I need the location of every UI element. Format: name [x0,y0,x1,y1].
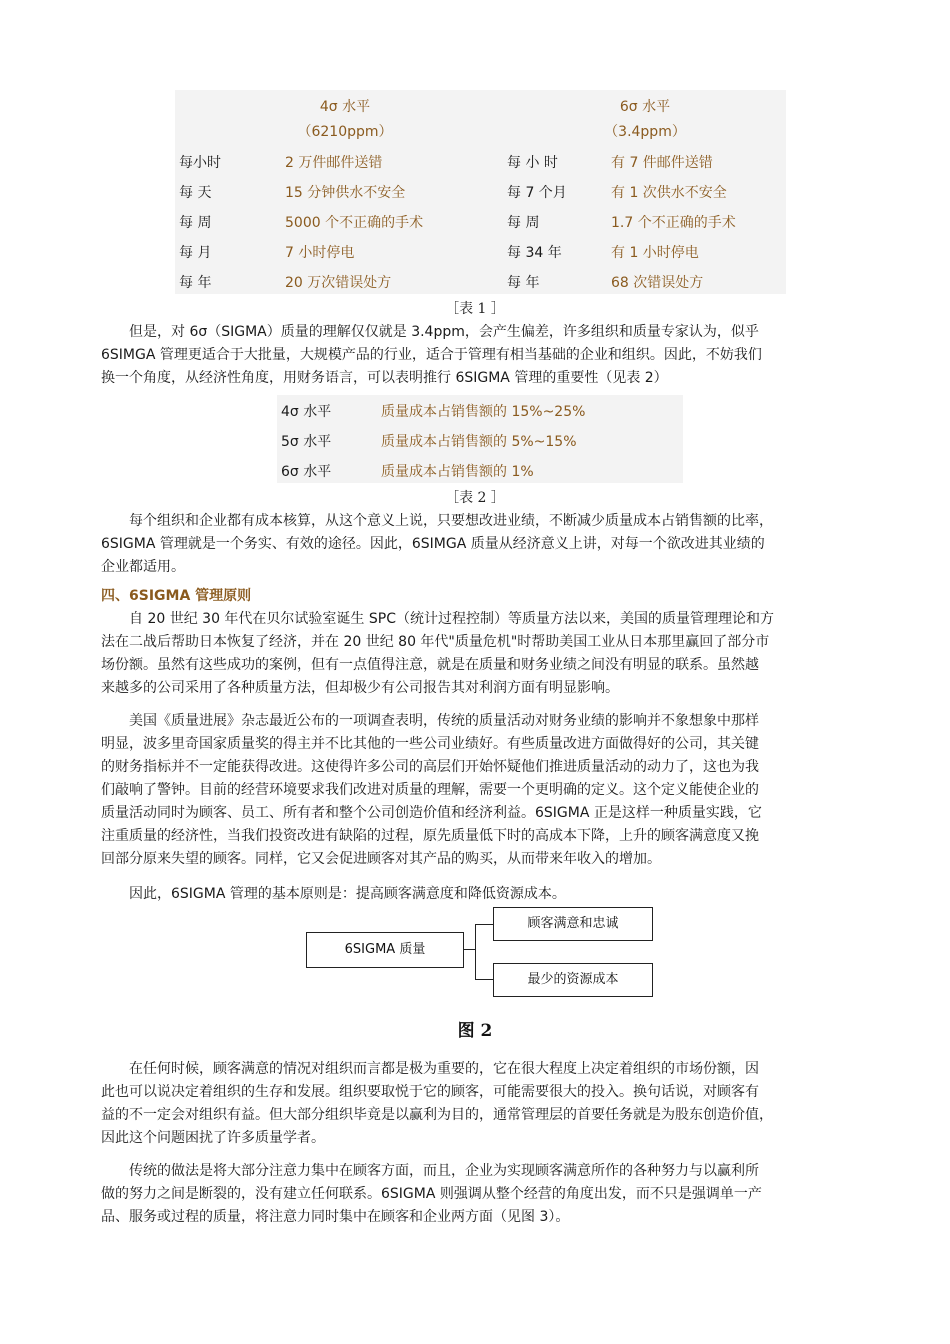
paragraph-line: 品、服务或过程的质量，将注意力同时集中在顾客和企业两方面（见图 3）。 [101,1209,570,1225]
table-cell: 每 天 [179,185,212,201]
connector-line [475,979,493,980]
paragraph-line: 换一个角度，从经济性角度，用财务语言，可以表明推行 6SIGMA 管理的重要性（见表 2） [101,370,668,386]
table-cell: 质量成本占销售额的 5%~15% [381,434,577,450]
table-cell: 每 年 [179,275,212,291]
paragraph-line: 美国《质量进展》杂志最近公布的一项调查表明，传统的质量活动对财务业绩的影响并不象想象中那样 [129,713,759,729]
header-4sigma-ppm: （6210ppm） [297,124,393,140]
paragraph-line: 在任何时候，顾客满意的情况对组织而言都是极为重要的，它在很大程度上决定着组织的市场份额，因 [129,1061,759,1077]
paragraph-2 [101,510,857,579]
table-cell: 有 1 小时停电 [611,245,699,261]
paragraph-line: 的财务指标并不一定能获得改进。这使得许多公司的高层们开始怀疑他们推进质量活动的动力了，这也为我 [101,759,759,775]
paragraph-line: 此也可以说决定着组织的生存和发展。组织要取悦于它的顾客，可能需要很大的投入。换句话说，对顾客有 [101,1084,759,1100]
paragraph-7 [101,1160,857,1229]
table1-caption: ［表 1 ］ [445,301,505,317]
table2-caption: ［表 2 ］ [445,490,505,506]
figure-caption: 图 2 [457,1021,493,1041]
paragraph-line: 注重质量的经济性，当我们投资改进有缺陷的过程，原先质量低下时的高成本下降，上升的顾客满意度又挽 [101,828,759,844]
connector-line [463,949,475,950]
table-cell: 5000 个不正确的手术 [285,215,424,231]
table-cell: 每 小 时 [507,155,558,171]
paragraph-line: 6SIMGA 管理更适合于大批量，大规模产品的行业，适合于管理有相当基础的企业和组织。因此，不妨我们 [101,347,762,363]
table-cell: 每 月 [179,245,212,261]
section-heading: 四、6SIGMA 管理原则 [101,588,252,604]
paragraph-3 [101,608,857,700]
table-cell: 20 万次错误处方 [285,275,392,291]
table-cell: 质量成本占销售额的 1% [381,464,534,480]
table-cell: 1.7 个不正确的手术 [611,215,736,231]
paragraph-1 [101,321,857,390]
paragraph-4 [101,710,857,871]
table-cell: 每 34 年 [507,245,562,261]
header-6sigma-title: 6σ 水平 [619,99,671,115]
paragraph-5 [101,883,857,906]
table-cell: 每 周 [507,215,540,231]
table-quality-cost [277,395,683,483]
paragraph-line: 来越多的公司采用了各种质量方法，但却极少有公司报告其对利润方面有明显影响。 [101,680,619,696]
header-6sigma-ppm: （3.4ppm） [604,124,686,140]
table-cell: 有 7 件邮件送错 [611,155,713,171]
table-cell: 6σ 水平 [281,464,332,480]
diagram-box-customer-satisfaction: 顾客满意和忠诚 [493,907,653,941]
table-cell: 每 年 [507,275,540,291]
table-cell: 4σ 水平 [281,404,332,420]
table-cell: 7 小时停电 [285,245,355,261]
connector-line [475,924,476,979]
table-cell: 每小时 [179,155,221,171]
paragraph-line: 6SIGMA 管理就是一个务实、有效的途径。因此，6SIMGA 质量从经济意义上讲，对每一个欲改进其业绩的 [101,536,765,552]
paragraph-line: 做的努力之间是断裂的，没有建立任何联系。6SIGMA 则强调从整个经营的角度出发，而不只是强调单一产 [101,1186,762,1202]
table-cell: 68 次错误处方 [611,275,704,291]
paragraph-line: 传统的做法是将大部分注意力集中在顾客方面，而且，企业为实现顾客满意所作的各种努力与以赢利所 [129,1163,759,1179]
diagram-box-minimum-cost: 最少的资源成本 [493,963,653,997]
paragraph-line: 因此这个问题困扰了许多质量学者。 [101,1130,325,1146]
paragraph-6 [101,1058,857,1150]
paragraph-line: 因此，6SIGMA 管理的基本原则是：提高顾客满意度和降低资源成本。 [129,886,566,902]
table-cell: 有 1 次供水不安全 [611,185,727,201]
paragraph-line: 但是，对 6σ（SIGMA）质量的理解仅仅就是 3.4ppm，会产生偏差，许多组织和质量专家认为，似乎 [129,324,759,340]
diagram-box-6sigma-quality: 6SIGMA 质量 [306,932,464,968]
table-cell: 质量成本占销售额的 15%~25% [381,404,586,420]
paragraph-line: 质量活动同时为顾客、员工、所有者和整个公司创造价值和经济利益。6SIGMA 正是这样一种质量实践，它 [101,805,762,821]
paragraph-line: 每个组织和企业都有成本核算，从这个意义上说，只要想改进业绩，不断减少质量成本占销售额的比率， [129,513,773,529]
connector-line [475,924,493,925]
table-cell: 每 周 [179,215,212,231]
paragraph-line: 法在二战后帮助日本恢复了经济，并在 20 世纪 80 年代"质量危机"时帮助美国工业从日本那里赢回了部分市 [101,634,770,650]
paragraph-line: 场份额。虽然有这些成功的案例，但有一点值得注意，就是在质量和财务业绩之间没有明显的联系。虽然越 [101,657,759,673]
table-sigma-comparison [175,90,786,294]
header-6sigma [565,96,725,141]
table-cell: 15 分钟供水不安全 [285,185,406,201]
header-4sigma-title: 4σ 水平 [319,99,371,115]
paragraph-line: 们敲响了警钟。目前的经营环境要求我们改进对质量的理解，需要一个更明确的定义。这个定义能使企业的 [101,782,759,798]
paragraph-line: 自 20 世纪 30 年代在贝尔试验室诞生 SPC（统计过程控制）等质量方法以来，美国的质量管理理论和方 [129,611,774,627]
paragraph-line: 回部分原来失望的顾客。同样，它又会促进顾客对其产品的购买，从而带来年收入的增加。 [101,851,661,867]
paragraph-line: 企业都适用。 [101,559,185,575]
paragraph-line: 明显，波多里奇国家质量奖的得主并不比其他的一些公司业绩好。有些质量改进方面做得好的公司，其关键 [101,736,759,752]
header-4sigma [265,96,425,141]
table-cell: 2 万件邮件送错 [285,155,383,171]
table-cell: 每 7 个月 [507,185,567,201]
paragraph-line: 益的不一定会对组织有益。但大部分组织毕竟是以赢利为目的，通常管理层的首要任务就是为股东创造价值， [101,1107,773,1123]
table-cell: 5σ 水平 [281,434,332,450]
